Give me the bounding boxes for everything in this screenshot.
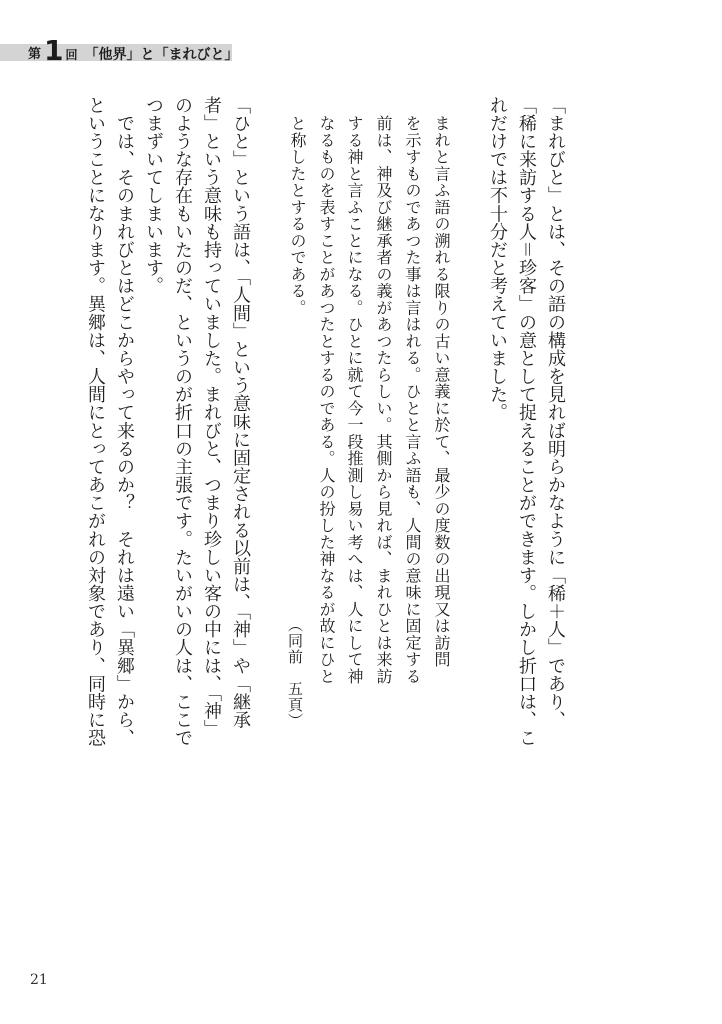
chapter-number: 1 [44,34,63,67]
quote-text-column: なるものを表すことがあつたとするのである。人の扮した神なるが故にひと [317,115,336,685]
quote-source-reference: （同前 五頁） [286,617,304,729]
chapter-header [28,34,239,67]
quote-text-column: する神と言ふことになる。ひとに就て今一段推測し易い考へは、人にして神 [345,115,364,685]
chapter-suffix: 回 [65,48,78,62]
page-number: 21 [30,972,48,988]
body-text-column: ということになります。異郷は、人間にとってあこがれの対象であり、同時に恐 [85,96,106,747]
body-text-column: 「ひと」という語は、「人間」という意味に固定される以前は、「神」や「継承 [230,96,251,729]
body-text-column: のような存在もいたのだ、というのが折口の主張です。たいがいの人は、ここで [172,96,193,747]
body-text-column: れだけでは不十分だと考えていました。 [487,96,508,422]
body-text-column: 「稀に来訪する人＝珍客」の意として捉えることができます。しかし折口は、こ [516,96,537,747]
chapter-title: 「他界」と「まれびと」 [84,47,239,63]
body-text-column: では、そのまれびとはどこからやって来るのか？ それは遠い「異郷」から、 [114,96,135,747]
body-text-column: 者」という意味も持っていました。まれびと、つまり珍しい客の中には、「神」 [201,96,222,738]
chapter-prefix: 第 [28,47,42,62]
quote-text-column: 前は、神及び継承者の義があつたらしい。其側から見れば、まれひとは来訪 [374,115,393,685]
quote-text-column: と称したとするのである。 [288,115,307,316]
body-text-column: つまずいてしまいます。 [143,96,164,295]
quote-text-column: まれと言ふ語の溯れる限りの古い意義に於て、最少の度数の出現又は訪問 [432,115,451,668]
quote-text-column: を示すものであつた事は言はれる。ひとと言ふ語も、人間の意味に固定する [403,115,422,685]
body-text-column: 「まれびと」とは、その語の構成を見れば明らかなように「稀＋人」であり、 [545,96,566,729]
